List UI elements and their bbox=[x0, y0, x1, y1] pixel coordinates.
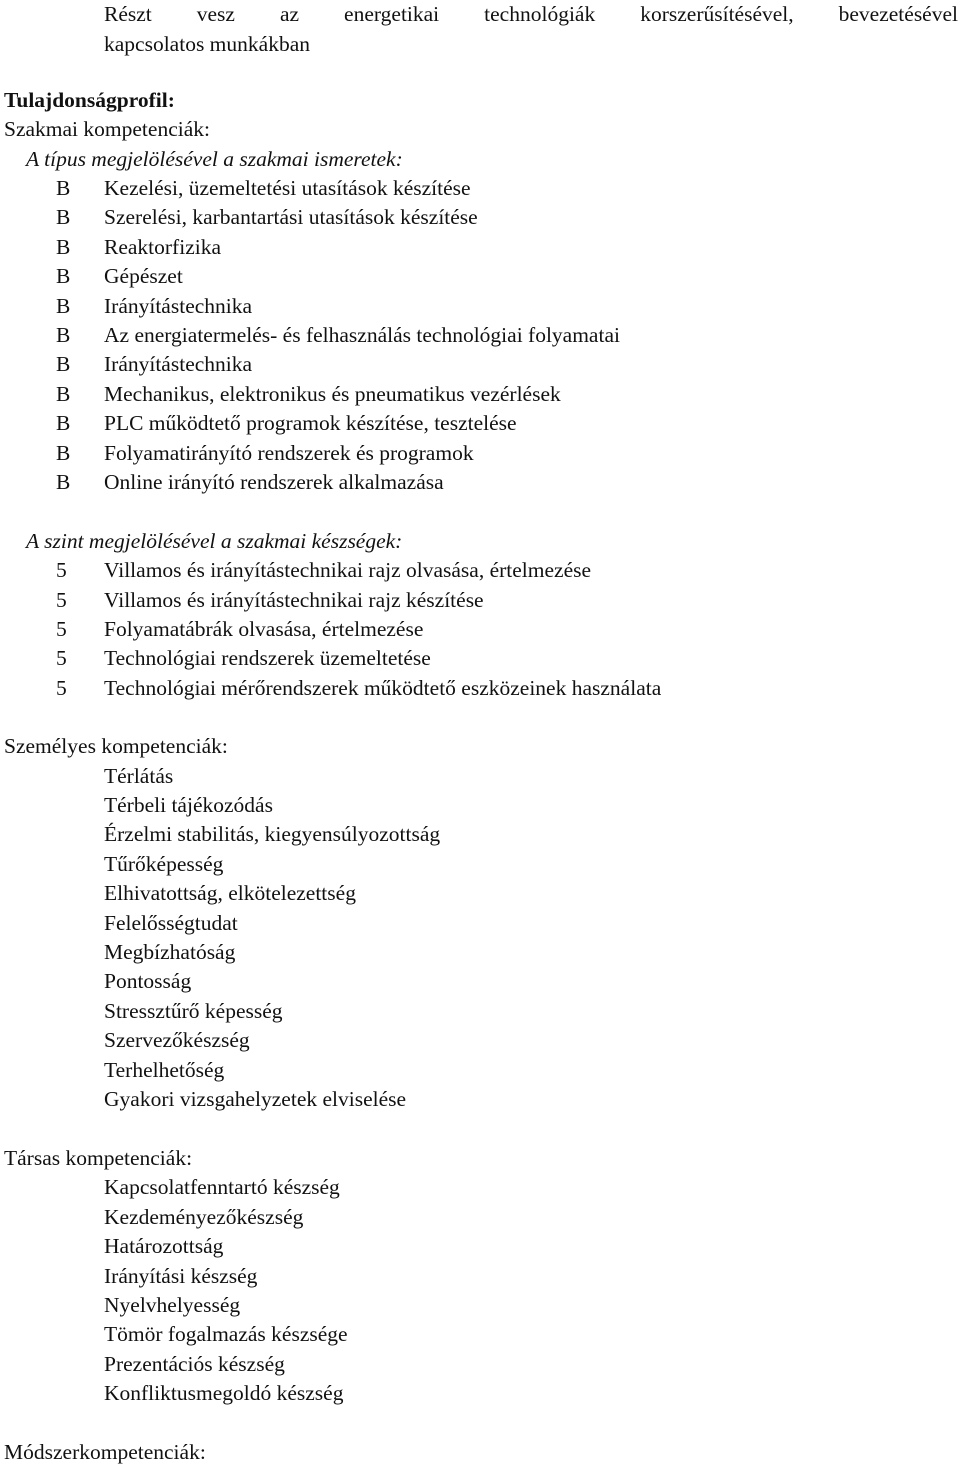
knowledge-code: B bbox=[56, 323, 71, 347]
intro-line-2: kapcsolatos munkákban bbox=[104, 31, 310, 56]
personal-item: Térlátás bbox=[104, 764, 174, 788]
knowledge-heading: A típus megjelölésével a szakmai ismeretek: bbox=[26, 147, 403, 171]
personal-heading: Személyes kompetenciák: bbox=[4, 734, 228, 758]
profile-title: Tulajdonságprofil: bbox=[4, 88, 175, 112]
personal-item: Terhelhetőség bbox=[104, 1058, 225, 1082]
knowledge-item: Szerelési, karbantartási utasítások készítése bbox=[104, 205, 478, 229]
skill-item: Technológiai mérőrendszerek működtető eszközeinek használata bbox=[104, 676, 662, 700]
knowledge-item: Az energiatermelés- és felhasználás technológiai folyamatai bbox=[104, 323, 620, 347]
personal-item: Szervezőkészség bbox=[104, 1028, 250, 1052]
skill-level: 5 bbox=[56, 676, 67, 700]
personal-item: Megbízhatóság bbox=[104, 940, 236, 964]
skill-item: Villamos és irányítástechnikai rajz készítése bbox=[104, 588, 484, 612]
skills-heading: A szint megjelölésével a szakmai készségek: bbox=[26, 529, 403, 553]
methodological-heading: Módszerkompetenciák: bbox=[4, 1440, 206, 1464]
social-item: Konfliktusmegoldó készség bbox=[104, 1381, 344, 1405]
intro-paragraph bbox=[104, 0, 958, 59]
knowledge-code: B bbox=[56, 382, 71, 406]
knowledge-code: B bbox=[56, 176, 71, 200]
knowledge-item: Kezelési, üzemeltetési utasítások készítése bbox=[104, 176, 471, 200]
personal-item: Gyakori vizsgahelyzetek elviselése bbox=[104, 1087, 407, 1111]
social-item: Irányítási készség bbox=[104, 1264, 258, 1288]
skill-level: 5 bbox=[56, 646, 67, 670]
knowledge-item: PLC működtető programok készítése, tesztelése bbox=[104, 411, 517, 435]
skill-level: 5 bbox=[56, 617, 67, 641]
social-item: Kapcsolatfenntartó készség bbox=[104, 1175, 340, 1199]
social-item: Tömör fogalmazás készsége bbox=[104, 1322, 348, 1346]
social-heading: Társas kompetenciák: bbox=[4, 1146, 193, 1170]
social-item: Határozottság bbox=[104, 1234, 224, 1258]
skill-level: 5 bbox=[56, 588, 67, 612]
knowledge-code: B bbox=[56, 294, 71, 318]
knowledge-code: B bbox=[56, 264, 71, 288]
social-item: Nyelvhelyesség bbox=[104, 1293, 241, 1317]
knowledge-code: B bbox=[56, 470, 71, 494]
personal-item: Tűrőképesség bbox=[104, 852, 224, 876]
skill-item: Technológiai rendszerek üzemeltetése bbox=[104, 646, 431, 670]
personal-item: Elhivatottság, elkötelezettség bbox=[104, 881, 356, 905]
knowledge-item: Folyamatirányító rendszerek és programok bbox=[104, 441, 474, 465]
social-item: Prezentációs készség bbox=[104, 1352, 285, 1376]
knowledge-code: B bbox=[56, 235, 71, 259]
knowledge-item: Online irányító rendszerek alkalmazása bbox=[104, 470, 444, 494]
personal-item: Érzelmi stabilitás, kiegyensúlyozottság bbox=[104, 822, 441, 846]
skill-level: 5 bbox=[56, 558, 67, 582]
intro-line-1: Részt vesz az energetikai technológiák korszerűsítésével, bevezetésével bbox=[104, 2, 958, 26]
social-item: Kezdeményezőkészség bbox=[104, 1205, 304, 1229]
knowledge-item: Reaktorfizika bbox=[104, 235, 222, 259]
knowledge-code: B bbox=[56, 352, 71, 376]
knowledge-item: Irányítástechnika bbox=[104, 294, 253, 318]
knowledge-item: Irányítástechnika bbox=[104, 352, 253, 376]
knowledge-code: B bbox=[56, 205, 71, 229]
skill-item: Villamos és irányítástechnikai rajz olvasása, értelmezése bbox=[104, 558, 592, 582]
personal-item: Pontosság bbox=[104, 969, 192, 993]
knowledge-code: B bbox=[56, 441, 71, 465]
personal-item: Felelősségtudat bbox=[104, 911, 238, 935]
personal-item: Stressztűrő képesség bbox=[104, 999, 283, 1023]
skill-item: Folyamatábrák olvasása, értelmezése bbox=[104, 617, 424, 641]
personal-item: Térbeli tájékozódás bbox=[104, 793, 273, 817]
professional-heading: Szakmai kompetenciák: bbox=[4, 117, 210, 141]
knowledge-code: B bbox=[56, 411, 71, 435]
knowledge-item: Mechanikus, elektronikus és pneumatikus vezérlések bbox=[104, 382, 561, 406]
knowledge-item: Gépészet bbox=[104, 264, 183, 288]
